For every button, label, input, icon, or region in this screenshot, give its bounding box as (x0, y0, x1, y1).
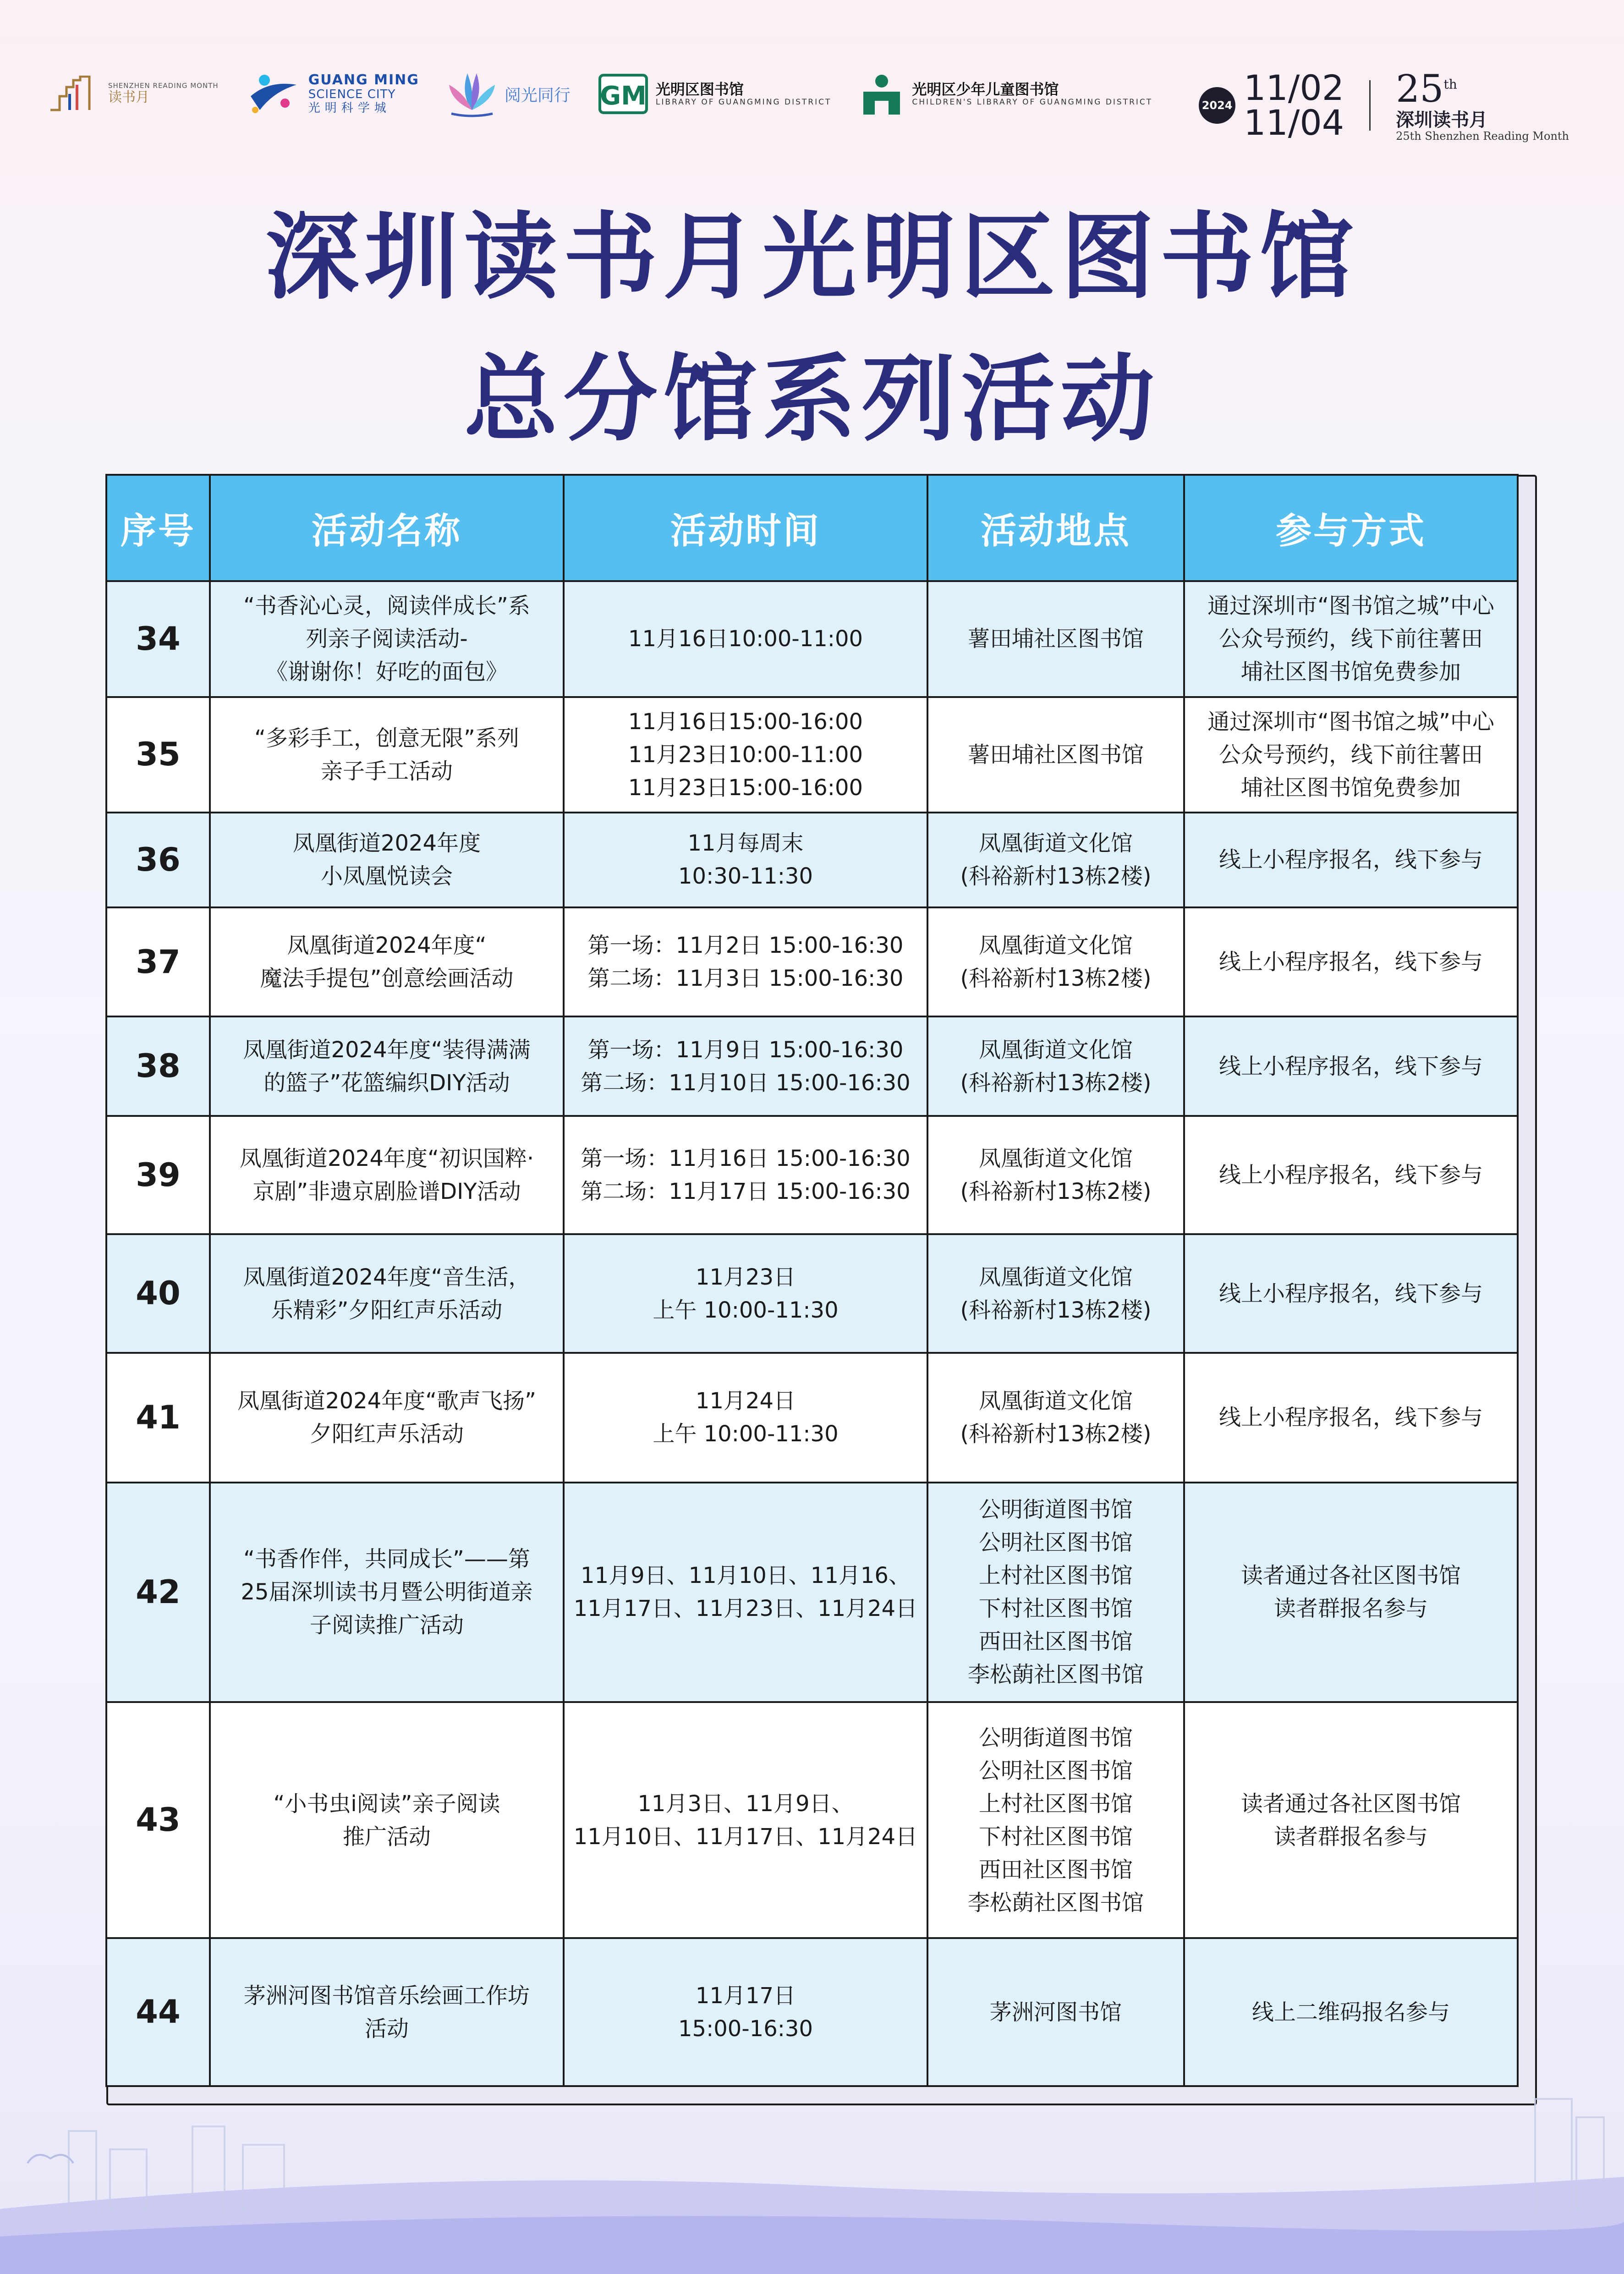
cell-place-line: 西田社区图书馆 (978, 1629, 1133, 1655)
table-row (106, 1483, 1518, 1702)
cell-name (210, 581, 564, 697)
table-row (106, 1116, 1518, 1235)
cell-time-line: 第一场：11月2日 15:00-16:30 (587, 933, 904, 958)
cell-method (1184, 1016, 1518, 1116)
table-row (106, 1702, 1518, 1938)
cell-method-line: 读者群报名参与 (1273, 1824, 1428, 1850)
cell-method-line: 公众号预约，线下前往薯田 (1218, 742, 1483, 768)
cell-no: 42 (106, 1483, 210, 1702)
cell-name-line: 子阅读推广活动 (309, 1612, 464, 1638)
cell-place (927, 1116, 1184, 1235)
cell-place-line: 薯田埔社区图书馆 (967, 626, 1144, 652)
cell-name-line: 乐精彩”夕阳红声乐活动 (271, 1297, 503, 1323)
table-body (106, 581, 1518, 2086)
cell-method-line: 线上小程序报名，线下参与 (1218, 1280, 1483, 1307)
cell-name-line: “多彩手工，创意无限”系列 (254, 725, 519, 751)
cell-method-line: 埔社区图书馆免费参加 (1240, 774, 1461, 801)
cell-method (1184, 697, 1518, 813)
cell-place-line: 李松蓢社区图书馆 (967, 1662, 1144, 1688)
cell-place (927, 1938, 1184, 2086)
cell-name-line: 25届深圳读书月暨公明街道亲 (241, 1579, 533, 1605)
cell-method (1184, 1116, 1518, 1235)
table-row (106, 697, 1518, 813)
cell-name (210, 697, 564, 813)
lotus-icon (447, 69, 497, 119)
cell-time (564, 813, 927, 907)
cell-name-line: 凤凰街道2024年度 (292, 830, 481, 857)
cell-method (1184, 813, 1518, 907)
cell-method-line: 读者通过各社区图书馆 (1240, 1791, 1461, 1817)
cell-time-line: 第二场：11月10日 15:00-16:30 (581, 1070, 911, 1096)
activity-table (105, 474, 1519, 2087)
table-row (106, 907, 1518, 1017)
cell-name-line: “书香作伴，共同成长”——第 (243, 1546, 530, 1572)
cell-method (1184, 1483, 1518, 1702)
cell-place-line: 上村社区图书馆 (978, 1791, 1133, 1817)
cell-place (927, 907, 1184, 1017)
cell-place-line: 公明街道图书馆 (978, 1497, 1133, 1523)
cell-no: 40 (106, 1234, 210, 1353)
edition-cn: 深圳读书月 (1396, 110, 1488, 131)
childrens-library-en: CHILDREN'S LIBRARY OF GUANGMING DISTRICT (912, 97, 1153, 107)
edition-en: 25th Shenzhen Reading Month (1396, 130, 1569, 143)
cell-time (564, 1702, 927, 1938)
cell-place-line: 公明街道图书馆 (978, 1725, 1133, 1751)
cell-time-line: 11月24日 (695, 1388, 796, 1414)
childrens-library-logo (859, 71, 1152, 117)
cell-time (564, 1016, 927, 1116)
cell-name-line: 凤凰街道2024年度“装得满满 (243, 1037, 531, 1063)
cell-method (1184, 581, 1518, 697)
table-row (106, 581, 1518, 697)
header-no: 序号 (106, 475, 210, 581)
cell-no: 37 (106, 907, 210, 1017)
cell-time-line: 第一场：11月16日 15:00-16:30 (581, 1146, 911, 1172)
cell-method-line: 读者群报名参与 (1273, 1596, 1428, 1622)
cell-place (927, 1353, 1184, 1483)
reading-month-en: SHENZHEN READING MONTH (108, 82, 219, 90)
cell-no: 35 (106, 697, 210, 813)
cell-name-line: “书香沁心灵，阅读伴成长”系 (243, 593, 530, 619)
cell-place-line: (科裕新村13栋2楼) (960, 1421, 1152, 1447)
cell-time-line: 第一场：11月9日 15:00-16:30 (587, 1037, 904, 1063)
cell-time-line: 第二场：11月17日 15:00-16:30 (581, 1179, 911, 1205)
cell-method (1184, 1702, 1518, 1938)
cell-place-line: 公明社区图书馆 (978, 1530, 1133, 1556)
cell-no: 41 (106, 1353, 210, 1483)
cell-method-line: 读者通过各社区图书馆 (1240, 1563, 1461, 1589)
shenzhen-reading-month-logo (50, 76, 219, 112)
cell-method (1184, 1938, 1518, 2086)
cell-name (210, 907, 564, 1017)
cell-name (210, 1702, 564, 1938)
cell-place-line: (科裕新村13栋2楼) (960, 1297, 1152, 1323)
science-city-cn: 光明科学城 (308, 101, 391, 115)
cell-place-line: 薯田埔社区图书馆 (967, 742, 1144, 768)
cell-place-line: 凤凰街道文化馆 (978, 933, 1133, 958)
cell-name-line: 《谢谢你！好吃的面包》 (265, 659, 508, 685)
cell-method-line: 公众号预约，线下前往薯田 (1218, 626, 1483, 652)
cell-name-line: 茅洲河图书馆音乐绘画工作坊 (243, 1983, 530, 2009)
cell-place (927, 1016, 1184, 1116)
yueguang-cn: 阅光同行 (504, 86, 571, 105)
cell-place-line: (科裕新村13栋2楼) (960, 966, 1152, 991)
cell-no: 43 (106, 1702, 210, 1938)
cell-place (927, 813, 1184, 907)
cell-method (1184, 907, 1518, 1017)
childrens-library-icon (859, 71, 905, 117)
divider (1369, 80, 1371, 131)
cell-time (564, 907, 927, 1017)
cell-place-line: 下村社区图书馆 (978, 1824, 1133, 1850)
cell-name-line: 凤凰街道2024年度“音生活， (243, 1264, 531, 1290)
cell-time-line: 11月16日15:00-16:00 (628, 709, 863, 735)
cell-place (927, 697, 1184, 813)
science-city-en: SCIENCE CITY (308, 88, 396, 102)
cell-name-line: 亲子手工活动 (320, 758, 453, 784)
cell-name-line: 列亲子阅读活动- (306, 626, 468, 652)
cloud-icon (27, 2155, 73, 2163)
cell-place-line: 李松蓢社区图书馆 (967, 1890, 1144, 1916)
cell-name (210, 1353, 564, 1483)
library-en: LIBRARY OF GUANGMING DISTRICT (655, 97, 832, 107)
library-gm-icon (598, 73, 648, 115)
cell-name (210, 1483, 564, 1702)
cell-time (564, 1116, 927, 1235)
cell-time (564, 697, 927, 813)
cell-place (927, 581, 1184, 697)
cell-time-line: 11月9日、11月10日、11月16、 (581, 1563, 911, 1589)
library-cn: 光明区图书馆 (655, 80, 744, 98)
cell-place-line: 凤凰街道文化馆 (978, 1146, 1133, 1172)
header-time: 活动时间 (564, 475, 927, 581)
table-header-row (106, 475, 1518, 581)
guangming-en: GUANG MING (308, 71, 419, 88)
cell-no: 39 (106, 1116, 210, 1235)
cell-time-line: 第二场：11月3日 15:00-16:30 (587, 966, 904, 991)
cell-name-line: 夕阳红声乐活动 (309, 1421, 464, 1447)
cell-time-line: 上午 10:00-11:30 (653, 1297, 839, 1323)
cell-time (564, 1938, 927, 2086)
cell-name-line: “小书虫i阅读”亲子阅读 (273, 1791, 500, 1817)
cell-place-line: (科裕新村13栋2楼) (960, 863, 1152, 890)
cell-name-line: 魔法手提包”创意绘画活动 (260, 966, 514, 991)
cell-time (564, 1483, 927, 1702)
cell-name-line: 凤凰街道2024年度“ (287, 933, 487, 958)
cell-name-line: 推广活动 (342, 1824, 431, 1850)
cell-time-line: 11月16日10:00-11:00 (628, 626, 863, 652)
cell-method-line: 线上小程序报名，线下参与 (1218, 949, 1483, 975)
date-start: 11/02 (1244, 67, 1344, 109)
guangming-library-logo (598, 73, 831, 115)
cell-place-line: 公明社区图书馆 (978, 1758, 1133, 1784)
cell-method-line: 通过深圳市“图书馆之城”中心 (1207, 593, 1494, 619)
cell-place-line: 上村社区图书馆 (978, 1563, 1133, 1589)
logo-strip (50, 69, 1152, 119)
cell-place-line: (科裕新村13栋2楼) (960, 1070, 1152, 1096)
cell-method-line: 线上小程序报名，线下参与 (1218, 847, 1483, 873)
cell-place-line: 凤凰街道文化馆 (978, 1388, 1133, 1414)
cell-method (1184, 1234, 1518, 1353)
cell-name (210, 813, 564, 907)
cell-no: 38 (106, 1016, 210, 1116)
cell-time (564, 1234, 927, 1353)
table-row (106, 1234, 1518, 1353)
cell-time-line: 11月23日 (695, 1264, 796, 1290)
cell-place-line: 凤凰街道文化馆 (978, 1037, 1133, 1063)
cell-place (927, 1234, 1184, 1353)
cell-place-line: 凤凰街道文化馆 (978, 1264, 1133, 1290)
cell-method (1184, 1353, 1518, 1483)
year-badge: 2024 (1199, 87, 1235, 124)
cell-name-line: 活动 (364, 2016, 409, 2042)
cell-place (927, 1702, 1184, 1938)
table-row (106, 1016, 1518, 1116)
event-dates (1199, 69, 1569, 143)
cell-name-line: 凤凰街道2024年度“初识国粹· (239, 1146, 534, 1172)
cell-time-line: 11月10日、11月17日、11月24日 (573, 1824, 918, 1850)
cell-method-line: 线上小程序报名，线下参与 (1218, 1053, 1483, 1079)
page-title-line2: 总分馆系列活动 (464, 345, 1160, 454)
cell-time-line: 11月17日 (695, 1983, 796, 2009)
page-title-line1: 深圳读书月光明区图书馆 (265, 203, 1359, 312)
cell-no: 36 (106, 813, 210, 907)
cell-no: 44 (106, 1938, 210, 2086)
cell-name-line: 京剧”非遗京剧脸谱DIY活动 (252, 1179, 521, 1205)
cell-time (564, 581, 927, 697)
cell-time (564, 1353, 927, 1483)
cell-method-line: 通过深圳市“图书馆之城”中心 (1207, 709, 1494, 735)
reading-month-bars-icon (50, 76, 101, 112)
date-end: 11/04 (1244, 102, 1344, 143)
cell-method-line: 线上二维码报名参与 (1251, 1999, 1450, 2025)
cell-method-line: 埔社区图书馆免费参加 (1240, 659, 1461, 685)
edition-number: 25th (1396, 67, 1457, 111)
childrens-library-cn: 光明区少年儿童图书馆 (912, 80, 1059, 98)
cell-name-line: 小凤凰悦读会 (320, 863, 453, 890)
header-method: 参与方式 (1184, 475, 1518, 581)
cell-time-line: 15:00-16:30 (678, 2016, 813, 2042)
science-city-star-icon (246, 71, 301, 117)
city-skyline-decor (0, 2090, 1624, 2274)
cell-name (210, 1016, 564, 1116)
activity-table-wrapper (105, 474, 1517, 2087)
yueguang-tongxing-logo (447, 69, 571, 119)
cell-time-line: 11月17日、11月23日、11月24日 (573, 1596, 918, 1622)
cell-name-line: 的篮子”花篮编织DIY活动 (263, 1070, 510, 1096)
cell-place-line: 下村社区图书馆 (978, 1596, 1133, 1622)
cell-time-line: 11月23日10:00-11:00 (628, 742, 863, 768)
cell-time-line: 11月3日、11月9日、 (637, 1791, 854, 1817)
cell-name (210, 1234, 564, 1353)
cell-method-line: 线上小程序报名，线下参与 (1218, 1162, 1483, 1188)
cell-place-line: 茅洲河图书馆 (989, 1999, 1122, 2025)
cell-place (927, 1483, 1184, 1702)
cell-time-line: 上午 10:00-11:30 (653, 1421, 839, 1447)
cell-time-line: 11月每周末 (687, 830, 804, 857)
cell-time-line: 11月23日15:00-16:00 (628, 774, 863, 801)
table-row (106, 813, 1518, 907)
cell-place-line: 凤凰街道文化馆 (978, 830, 1133, 857)
svg-text:GM: GM (600, 81, 647, 111)
cell-name (210, 1938, 564, 2086)
header-name: 活动名称 (210, 475, 564, 581)
cell-place-line: 西田社区图书馆 (978, 1857, 1133, 1883)
cell-no: 34 (106, 581, 210, 697)
guangming-science-city-logo (246, 71, 419, 117)
cell-method-line: 线上小程序报名，线下参与 (1218, 1405, 1483, 1431)
reading-month-cn: 读书月 (108, 89, 149, 106)
table-row (106, 1353, 1518, 1483)
cell-name (210, 1116, 564, 1235)
table-row (106, 1938, 1518, 2086)
header-place: 活动地点 (927, 475, 1184, 581)
cell-name-line: 凤凰街道2024年度“歌声飞扬” (237, 1388, 536, 1414)
cell-place-line: (科裕新村13栋2楼) (960, 1179, 1152, 1205)
cell-time-line: 10:30-11:30 (678, 863, 813, 890)
